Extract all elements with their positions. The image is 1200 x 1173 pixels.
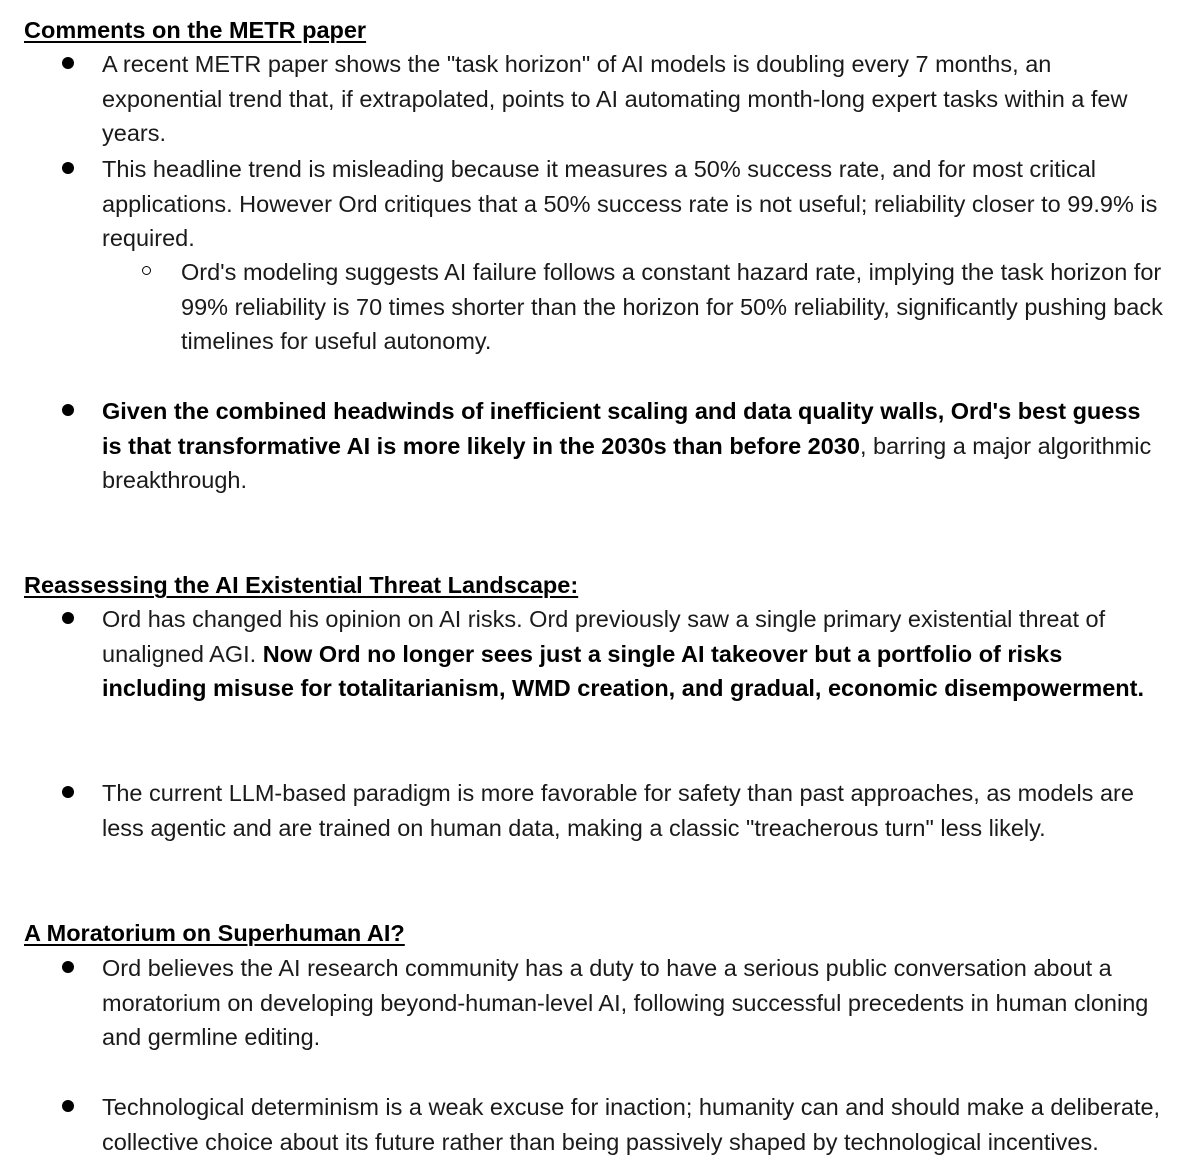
bullet-text: This headline trend is misleading because it measures a 50% success rate, and for most critical applications. However Ord critiques that a 50% success rate is not useful; reliability closer to 99.9% is required.	[102, 156, 1158, 252]
bullet-dot-icon	[62, 162, 74, 174]
bullet-circle-icon	[142, 266, 151, 275]
bullet-text	[102, 394, 1162, 498]
bullet-dot-icon	[62, 57, 74, 69]
bullet-bold-text: Given the combined headwinds of inefficient scaling and data quality walls, Ord's best guess is that transformative AI is more likely in the 2030s than before 2030	[102, 398, 1141, 459]
bullet-dot-icon	[62, 786, 74, 798]
sub-bullet-text: Ord's modeling suggests AI failure follows a constant hazard rate, implying the task horizon for 99% reliability is 70 times shorter than the horizon for 50% reliability, significantly pushing back timelines for useful autonomy.	[181, 259, 1163, 355]
section-heading: Reassessing the AI Existential Threat Landscape:	[24, 572, 579, 598]
bullet-normal-text: Ord has changed his opinion on AI risks. Ord previously saw a single primary existential threat of unaligned AGI.	[102, 606, 1106, 667]
bullet-dot-icon	[62, 961, 74, 973]
bullet-dot-icon	[62, 612, 74, 624]
bullet-text: Technological determinism is a weak excuse for inaction; humanity can and should make a deliberate, collective choice about its future rather than being passively shaped by technological incentives.	[102, 1094, 1161, 1155]
section-heading: A Moratorium on Superhuman AI?	[24, 920, 405, 946]
bullet-text	[102, 602, 1162, 706]
bullet-text: A recent METR paper shows the "task horizon" of AI models is doubling every 7 months, an exponential trend that, if extrapolated, points to AI automating month-long expert tasks within a few years.	[102, 51, 1128, 147]
bullet-bold-text: Now Ord no longer sees just a single AI takeover but a portfolio of risks including misuse for totalitarianism, WMD creation, and gradual, economic disempowerment.	[102, 640, 1145, 702]
bullet-dot-icon	[62, 1100, 74, 1112]
bullet-text: The current LLM-based paradigm is more favorable for safety than past approaches, as models are less agentic and are trained on human data, making a classic "treacherous turn" less likely.	[102, 780, 1134, 841]
section-heading: Comments on the METR paper	[24, 17, 367, 43]
bullet-dot-icon	[62, 404, 74, 416]
bullet-text: Ord believes the AI research community has a duty to have a serious public conversation about a moratorium on developing beyond-human-level AI, following successful precedents in human cloning and germline editing.	[102, 955, 1149, 1051]
bullet-normal-text: , barring a major algorithmic breakthrough.	[102, 432, 1152, 494]
